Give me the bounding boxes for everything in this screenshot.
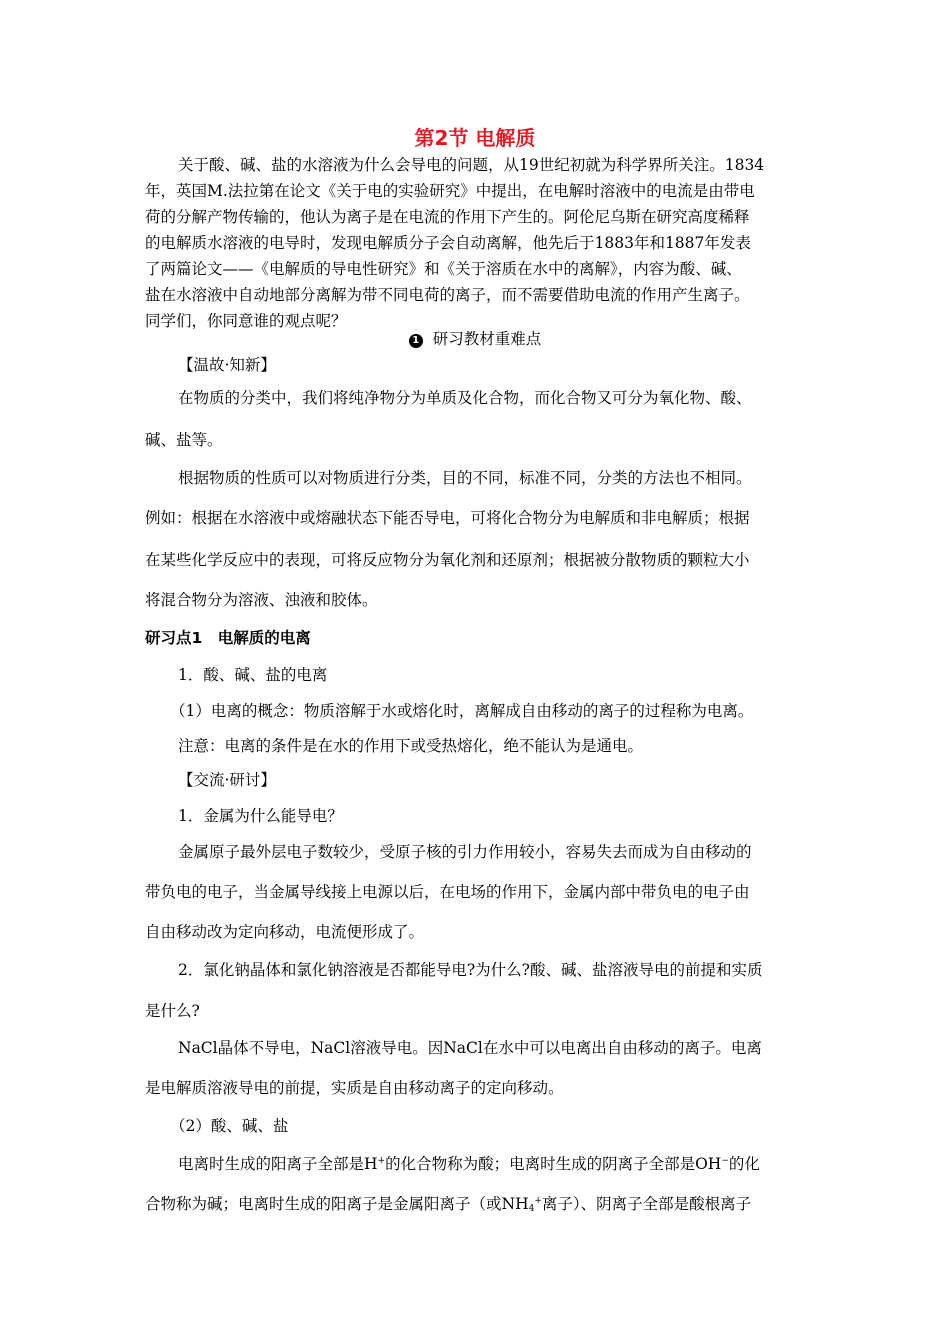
answer-line: 自由移动改为定向移动，电流便形成了。 <box>145 923 425 941</box>
intro-line: 关于酸、碱、盐的水溶液为什么会导电的问题，从19世纪初就为科学界所关注。1834 <box>178 156 765 174</box>
question-line: 是什么? <box>145 1002 200 1020</box>
discuss-tag: 【交流·研讨】 <box>178 771 276 789</box>
question-line: 2．氯化钠晶体和氯化钠溶液是否都能导电?为什么?酸、碱、盐溶液导电的前提和实质 <box>178 961 763 979</box>
subsection-heading: （2）酸、碱、盐 <box>170 1117 289 1135</box>
answer-line: 是电解质溶液导电的前提，实质是自由移动离子的定向移动。 <box>145 1079 564 1097</box>
review-paragraph-line: 碱、盐等。 <box>145 431 223 449</box>
answer-line: 带负电的电子，当金属导线接上电源以后，在电场的作用下，金属内部中带负电的电子由 <box>145 883 750 901</box>
section-heading-text: 研习教材重难点 <box>432 330 542 348</box>
concept-line: （1）电离的概念：物质溶解于水或熔化时，离解成自由移动的离子的过程称为电离。 <box>170 702 754 720</box>
review-paragraph-line: 在物质的分类中，我们将纯净物分为单质及化合物，而化合物又可分为氧化物、酸、 <box>178 389 752 407</box>
intro-line: 的电解质水溶液的电导时，发现电解质分子会自动离解，他先后于1883年和1887年发表 <box>145 234 751 252</box>
definition-line: 电离时生成的阳离子全部是H+的化合物称为酸；电离时生成的阴离子全部是OH−的化 <box>178 1155 760 1173</box>
answer-line: NaCl晶体不导电，NaCl溶液导电。因NaCl在水中可以电离出自由移动的离子。电离 <box>178 1039 762 1057</box>
review-paragraph-line: 将混合物分为溶液、浊液和胶体。 <box>145 591 378 609</box>
answer-line: 金属原子最外层电子数较少，受原子核的引力作用较小，容易失去而成为自由移动的 <box>178 843 752 861</box>
number-bullet-icon: 1 <box>409 334 423 348</box>
question-line: 1．金属为什么能导电？ <box>178 807 343 825</box>
review-paragraph-line: 在某些化学反应中的表现，可将反应物分为氧化剂和还原剂；根据被分散物质的颗粒大小 <box>145 551 750 569</box>
page-title: 第2节 电解质 <box>414 126 536 150</box>
review-tag: 【温故·知新】 <box>178 356 276 374</box>
intro-line: 了两篇论文——《电解质的导电性研究》和《关于溶质在水中的离解》，内容为酸、碱、 <box>145 260 742 278</box>
note-line: 注意：电离的条件是在水的作用下或受热熔化，绝不能认为是通电。 <box>178 737 644 755</box>
review-paragraph-line: 根据物质的性质可以对物质进行分类，目的不同，标准不同，分类的方法也不相同。 <box>178 469 752 487</box>
intro-line: 盐在水溶液中自动地部分离解为带不同电荷的离子，而不需要借助电流的作用产生离子。 <box>145 286 750 304</box>
review-paragraph-line: 例如：根据在水溶液中或熔融状态下能否导电，可将化合物分为电解质和非电解质；根据 <box>145 509 750 527</box>
subsection-heading: 1．酸、碱、盐的电离 <box>178 666 328 684</box>
intro-line: 荷的分解产物传输的，他认为离子是在电流的作用下产生的。阿伦尼乌斯在研究高度稀释 <box>145 208 750 226</box>
intro-line: 年，英国M.法拉第在论文《关于电的实验研究》中提出，在电解时溶液中的电流是由带电 <box>145 182 755 200</box>
intro-line: 同学们，你同意谁的观点呢？ <box>145 312 347 330</box>
section-heading <box>0 327 950 349</box>
study-point-heading: 研习点1 电解质的电离 <box>145 629 311 647</box>
definition-line: 合物称为碱；电离时生成的阳离子是金属阳离子（或$NH_4^+$离子）、阴离子全部是酸根离子 <box>145 1195 752 1214</box>
